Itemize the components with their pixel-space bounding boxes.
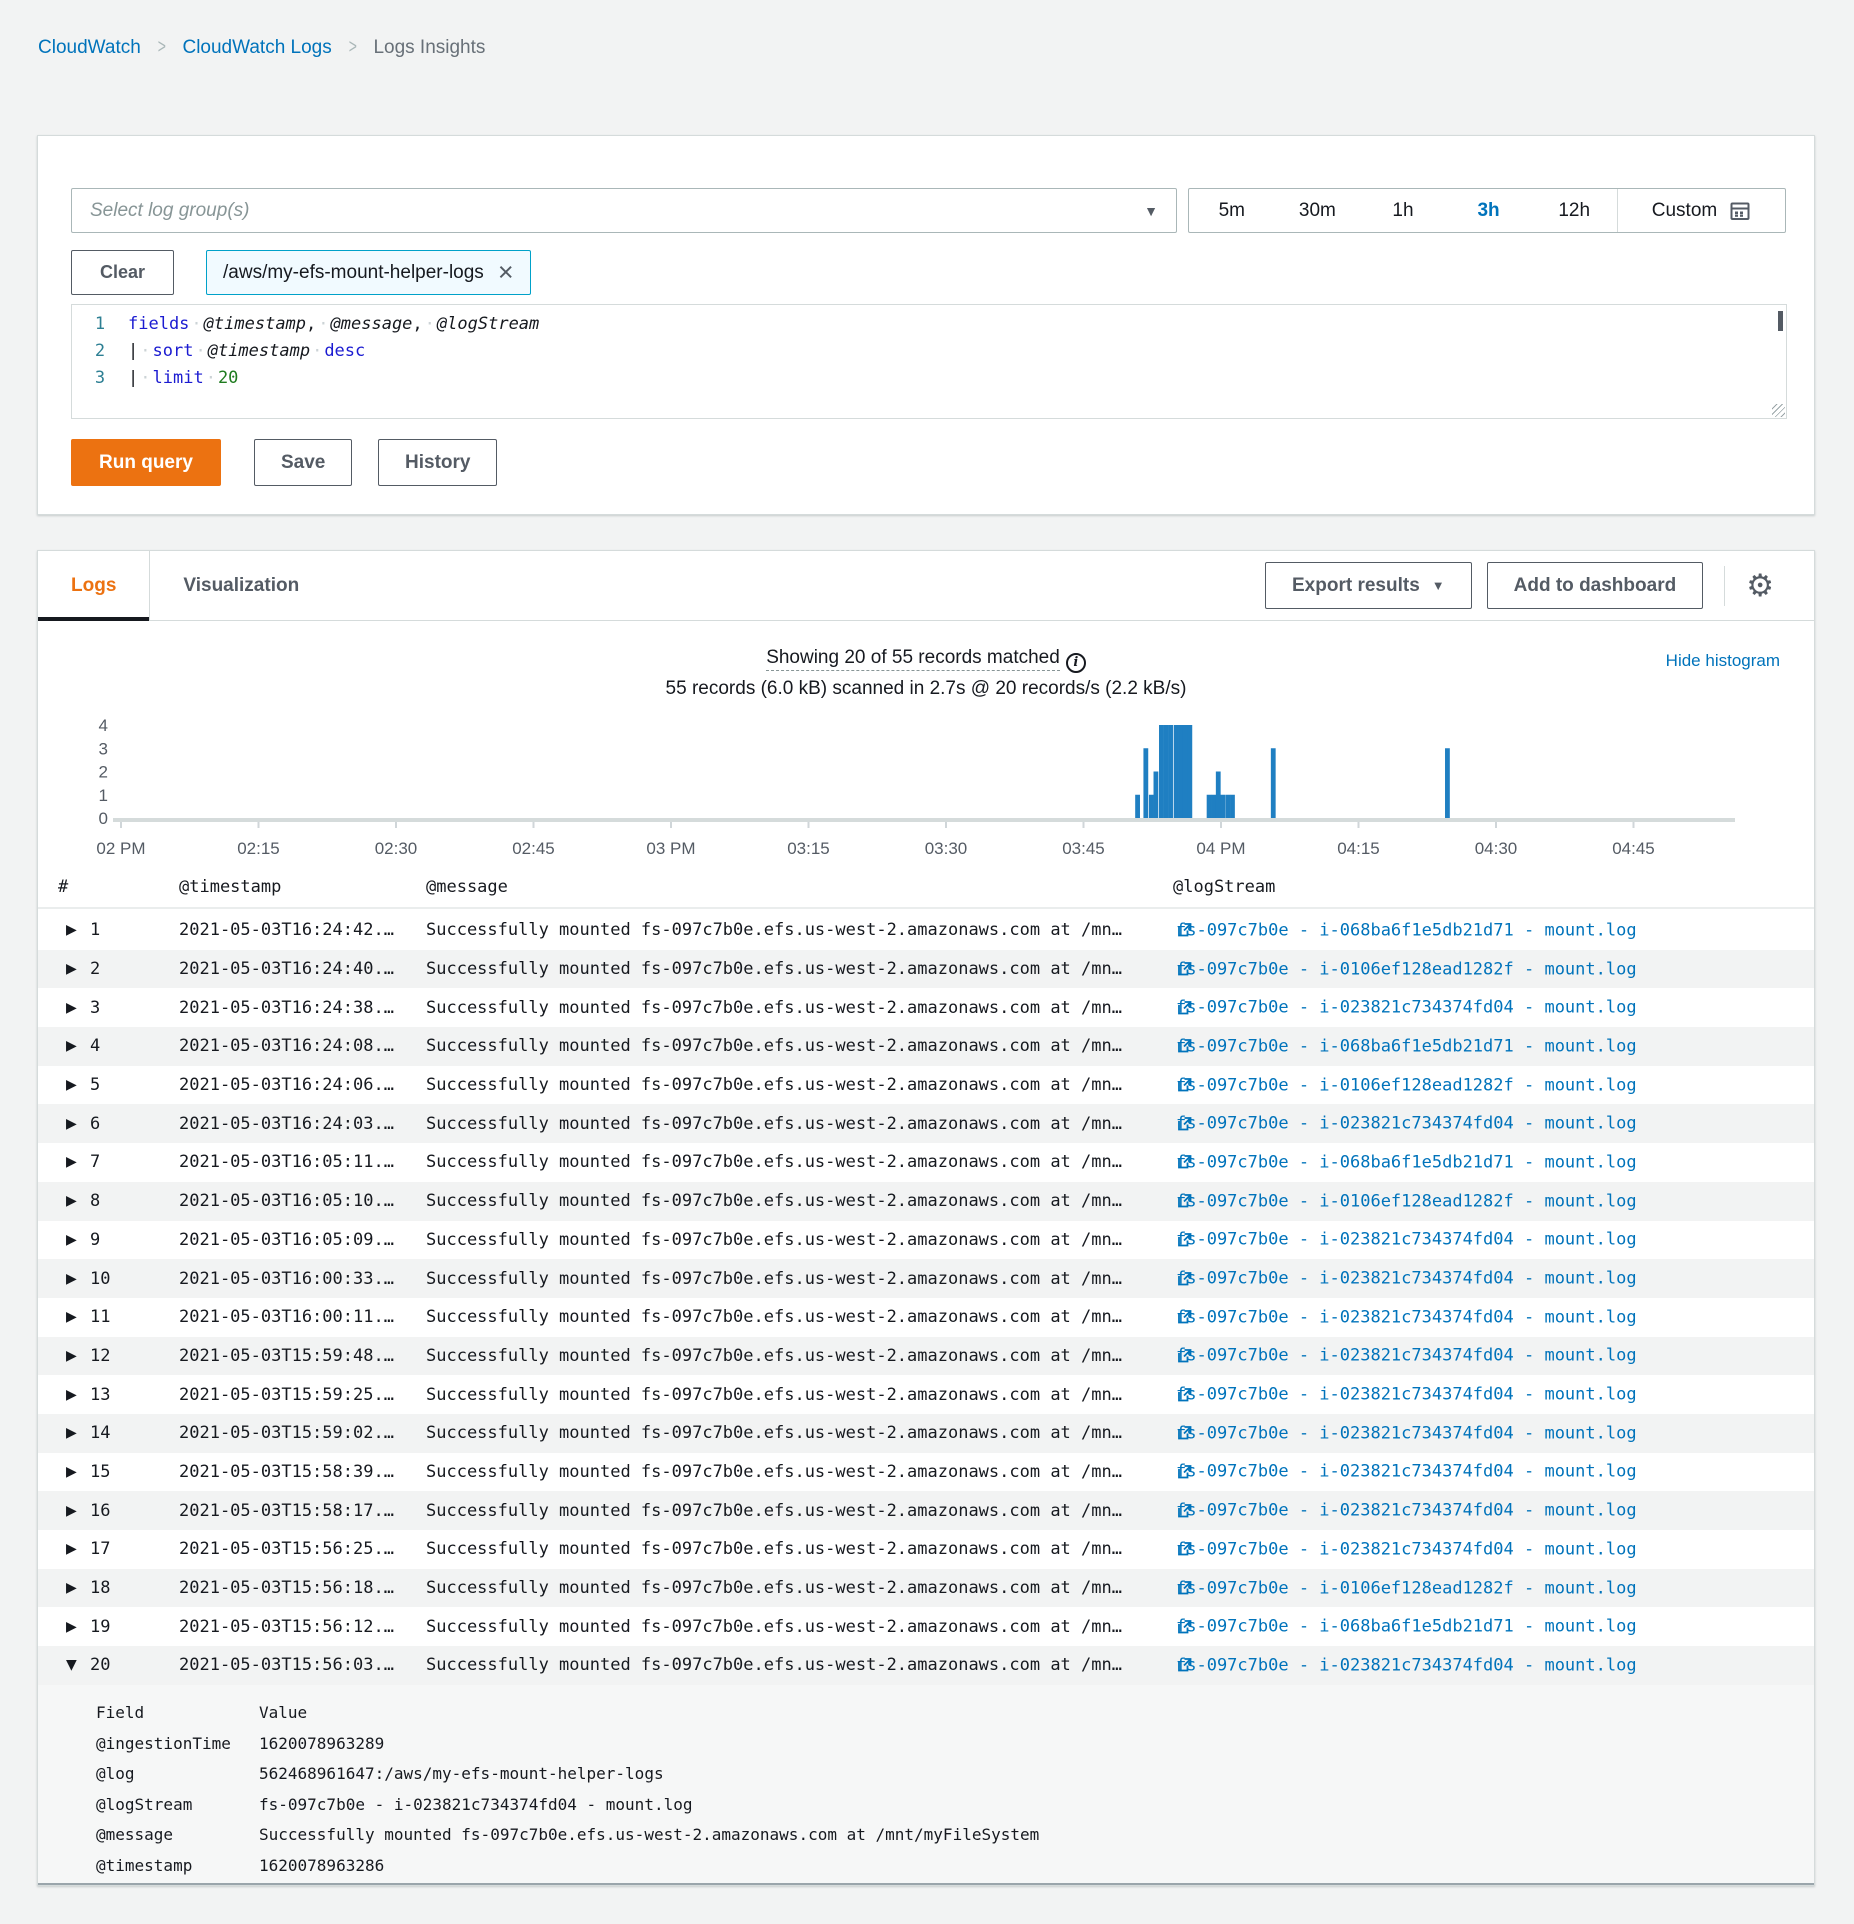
- results-table: [38, 911, 1814, 1685]
- add-to-dashboard-button[interactable]: Add to dashboard: [1487, 562, 1704, 609]
- table-header: [38, 873, 1814, 907]
- detail-field-value: 562468961647:/aws/my-efs-mount-helper-logs: [259, 1764, 664, 1783]
- row-logstream-link[interactable]: [1176, 1191, 1637, 1212]
- x-axis-tick: [1220, 822, 1222, 828]
- row-logstream-link[interactable]: [1176, 959, 1637, 980]
- y-axis-label: 4: [98, 716, 108, 735]
- row-message: Successfully mounted fs-097c7b0e.efs.us-west-2.amazonaws.com at /mn…: [426, 1191, 1122, 1212]
- run-query-button[interactable]: Run query: [71, 439, 221, 486]
- gear-icon[interactable]: ⚙: [1746, 568, 1774, 603]
- editor-code: fields · @timestamp, · @message, · @logStream: [128, 313, 540, 334]
- table-row[interactable]: [38, 1221, 1814, 1260]
- x-axis-label: 04:30: [1474, 839, 1518, 858]
- row-timestamp: 2021-05-03T15:59:25.…: [179, 1384, 394, 1405]
- histogram-bar: [1149, 795, 1154, 818]
- tab-logs[interactable]: Logs: [38, 551, 150, 620]
- expand-arrow-icon[interactable]: ▶: [66, 999, 77, 1016]
- row-timestamp: 2021-05-03T15:59:02.…: [179, 1423, 394, 1444]
- breadcrumb-chevron-icon: >: [157, 36, 166, 58]
- x-axis-tick: [395, 822, 397, 828]
- table-row[interactable]: [38, 911, 1814, 950]
- table-row[interactable]: [38, 1414, 1814, 1453]
- log-group-tag-label: /aws/my-efs-mount-helper-logs: [223, 261, 484, 283]
- x-axis-label: 02 PM: [96, 839, 146, 858]
- table-row[interactable]: [38, 1375, 1814, 1414]
- query-panel: [37, 135, 1815, 515]
- row-timestamp: 2021-05-03T16:24:42.…: [179, 920, 394, 941]
- row-number: 8: [90, 1191, 101, 1212]
- row-message: Successfully mounted fs-097c7b0e.efs.us-west-2.amazonaws.com at /mn…: [426, 1461, 1122, 1482]
- detail-field-row: [38, 1791, 1814, 1822]
- expand-arrow-icon[interactable]: ▶: [66, 1038, 77, 1055]
- detail-field-name: @message: [96, 1825, 174, 1844]
- x-axis-tick: [1358, 822, 1360, 828]
- detail-field-row: [38, 1730, 1814, 1761]
- editor-code: | · limit · 20: [128, 367, 239, 388]
- breadcrumb: [38, 36, 485, 59]
- detail-field-value: Successfully mounted fs-097c7b0e.efs.us-west-2.amazonaws.com at /mnt/myFileSystem: [259, 1825, 1040, 1844]
- expand-arrow-icon[interactable]: ▶: [66, 922, 77, 939]
- chevron-down-icon: ▼: [1431, 578, 1445, 593]
- editor-code: | · sort · @timestamp · desc: [128, 340, 366, 361]
- calendar-icon: [1729, 200, 1751, 222]
- row-message: Successfully mounted fs-097c7b0e.efs.us-west-2.amazonaws.com at /mn…: [426, 1113, 1122, 1134]
- row-number: 14: [90, 1423, 111, 1444]
- row-logstream-link[interactable]: [1176, 1578, 1637, 1599]
- row-number: 10: [90, 1268, 111, 1289]
- breadcrumb-chevron-icon: >: [348, 36, 357, 58]
- x-axis-label: 04:15: [1337, 839, 1380, 858]
- row-message: Successfully mounted fs-097c7b0e.efs.us-west-2.amazonaws.com at /mn…: [426, 959, 1122, 980]
- column-header-logstream[interactable]: @logStream: [1173, 877, 1276, 897]
- results-panel: [37, 550, 1815, 1886]
- expand-arrow-icon[interactable]: ▶: [66, 1270, 77, 1287]
- tab-visualization[interactable]: Visualization: [183, 574, 300, 596]
- x-axis-tick: [670, 822, 672, 828]
- row-logstream-text: fs-097c7b0e - i-0106ef128ead1282f - mount.log: [1176, 1578, 1637, 1599]
- y-axis-label: 1: [98, 785, 108, 805]
- row-message: Successfully mounted fs-097c7b0e.efs.us-west-2.amazonaws.com at /mn…: [426, 1539, 1122, 1560]
- query-editor[interactable]: [71, 304, 1787, 419]
- row-logstream-text: fs-097c7b0e - i-023821c734374fd04 - mount.log: [1176, 1229, 1637, 1250]
- log-group-select[interactable]: [71, 188, 1177, 233]
- table-row[interactable]: [38, 1259, 1814, 1298]
- row-timestamp: 2021-05-03T15:58:39.…: [179, 1461, 394, 1482]
- histogram-bar: [1135, 795, 1140, 818]
- editor-scrollbar-thumb[interactable]: [1778, 311, 1783, 331]
- x-axis-label: 02:45: [512, 839, 555, 858]
- table-row[interactable]: [38, 1646, 1814, 1685]
- row-message: Successfully mounted fs-097c7b0e.efs.us-west-2.amazonaws.com at /mn…: [426, 1152, 1122, 1173]
- hide-histogram-link[interactable]: Hide histogram: [1665, 651, 1780, 670]
- row-logstream-link[interactable]: [1176, 997, 1637, 1018]
- x-axis-label: 04:45: [1612, 839, 1655, 858]
- row-timestamp: 2021-05-03T15:59:48.…: [179, 1345, 394, 1366]
- table-row[interactable]: [38, 1337, 1814, 1376]
- row-logstream-text: fs-097c7b0e - i-0106ef128ead1282f - mount.log: [1176, 1075, 1637, 1096]
- expand-arrow-icon[interactable]: ▶: [66, 1077, 77, 1094]
- row-logstream-link[interactable]: [1176, 1307, 1637, 1328]
- detail-field-value: 1620078963286: [259, 1855, 385, 1875]
- custom-range-label: Custom: [1651, 199, 1718, 221]
- row-message: Successfully mounted fs-097c7b0e.efs.us-west-2.amazonaws.com at /mn…: [426, 1345, 1122, 1366]
- y-axis-label: 3: [98, 739, 108, 759]
- table-row[interactable]: [38, 988, 1814, 1027]
- x-axis-label: 03:30: [924, 839, 968, 858]
- breadcrumb-item: Logs Insights: [373, 36, 486, 58]
- row-logstream-link[interactable]: [1176, 1384, 1637, 1405]
- row-number: 11: [90, 1307, 111, 1328]
- expanded-row-detail: [38, 1685, 1814, 1883]
- expand-arrow-icon[interactable]: ▶: [66, 1231, 77, 1248]
- row-number: 5: [90, 1075, 101, 1096]
- table-row[interactable]: [38, 1569, 1814, 1608]
- detail-field-name: @ingestionTime: [96, 1733, 231, 1753]
- histogram-bar: [1230, 795, 1235, 818]
- save-button[interactable]: Save: [254, 439, 352, 486]
- export-results-label: Export results: [1292, 574, 1420, 596]
- histogram-bar: [1174, 725, 1179, 818]
- expand-arrow-icon[interactable]: ▶: [66, 1425, 77, 1442]
- x-axis-label: 03 PM: [646, 839, 696, 858]
- time-range-bar: [1188, 188, 1786, 233]
- histogram-bar: [1211, 795, 1216, 818]
- row-logstream-link[interactable]: [1176, 1539, 1637, 1560]
- expand-arrow-icon[interactable]: ▶: [66, 1580, 77, 1597]
- detail-field-row: [38, 1760, 1814, 1791]
- row-logstream-text: fs-097c7b0e - i-023821c734374fd04 - mount.log: [1176, 1345, 1637, 1366]
- time-range-3h[interactable]: 3h: [1477, 199, 1500, 221]
- row-timestamp: 2021-05-03T16:05:10.…: [179, 1191, 394, 1212]
- histogram-bar: [1207, 795, 1212, 818]
- time-range-30m[interactable]: 30m: [1298, 199, 1336, 221]
- editor-line: [72, 337, 1786, 364]
- editor-line: [72, 364, 1786, 391]
- histogram-bar: [1225, 795, 1230, 818]
- row-logstream-link[interactable]: [1176, 1075, 1637, 1096]
- row-message: Successfully mounted fs-097c7b0e.efs.us-west-2.amazonaws.com at /mn…: [426, 1500, 1122, 1521]
- histogram-bar: [1143, 748, 1148, 818]
- row-timestamp: 2021-05-03T16:24:03.…: [179, 1113, 394, 1134]
- x-axis-label: 02:15: [237, 839, 280, 858]
- column-header-number[interactable]: #: [58, 877, 69, 897]
- row-logstream-link[interactable]: [1176, 1345, 1637, 1366]
- table-header-divider: [38, 907, 1814, 909]
- row-logstream-text: fs-097c7b0e - i-023821c734374fd04 - mount.log: [1176, 1461, 1637, 1482]
- x-axis-label: 02:30: [374, 839, 418, 858]
- scan-stats-text: 55 records (6.0 kB) scanned in 2.7s @ 20 records/s (2.2 kB/s): [665, 677, 1187, 699]
- detail-field-header: Field: [96, 1703, 145, 1722]
- histogram-bar: [1445, 748, 1450, 818]
- row-timestamp: 2021-05-03T15:58:17.…: [179, 1500, 394, 1521]
- row-message: Successfully mounted fs-097c7b0e.efs.us-west-2.amazonaws.com at /mn…: [426, 1229, 1122, 1250]
- row-message: Successfully mounted fs-097c7b0e.efs.us-west-2.amazonaws.com at /mn…: [426, 1307, 1122, 1328]
- histogram-bar: [1271, 748, 1276, 818]
- breadcrumb-item[interactable]: CloudWatch: [38, 36, 141, 58]
- histogram-bar: [1168, 725, 1173, 818]
- x-axis-tick: [945, 822, 947, 828]
- detail-field-row: [38, 1821, 1814, 1852]
- results-histogram: [38, 701, 1816, 871]
- expand-arrow-icon[interactable]: ▶: [66, 1502, 77, 1519]
- row-number: 13: [90, 1384, 111, 1405]
- records-matched-text: Showing 20 of 55 records matched: [766, 647, 1060, 671]
- row-timestamp: 2021-05-03T16:24:06.…: [179, 1075, 394, 1096]
- table-bottom-border: [38, 1883, 1814, 1885]
- row-timestamp: 2021-05-03T16:00:33.…: [179, 1268, 394, 1289]
- row-message: Successfully mounted fs-097c7b0e.efs.us-west-2.amazonaws.com at /mn…: [426, 997, 1122, 1018]
- expand-arrow-icon[interactable]: ▶: [66, 1193, 77, 1210]
- histogram-bar: [1164, 725, 1169, 818]
- detail-field-name: @logStream: [96, 1794, 193, 1814]
- close-icon[interactable]: ×: [497, 257, 514, 287]
- x-axis-tick: [1633, 822, 1635, 828]
- editor-resize-handle[interactable]: [1772, 404, 1785, 417]
- histogram-bar: [1220, 795, 1225, 818]
- expand-arrow-icon[interactable]: ▶: [66, 1463, 77, 1480]
- row-timestamp: 2021-05-03T15:56:25.…: [179, 1539, 394, 1560]
- row-timestamp: 2021-05-03T16:24:40.…: [179, 959, 394, 980]
- detail-field-row: [38, 1852, 1814, 1883]
- row-logstream-text: fs-097c7b0e - i-023821c734374fd04 - mount.log: [1176, 1384, 1637, 1405]
- row-logstream-link[interactable]: [1176, 1655, 1637, 1676]
- row-timestamp: 2021-05-03T16:00:11.…: [179, 1307, 394, 1328]
- column-header-message[interactable]: @message: [426, 877, 508, 897]
- x-axis-tick: [533, 822, 535, 828]
- time-range-5m[interactable]: 5m: [1218, 199, 1245, 221]
- x-axis-label: 04 PM: [1196, 839, 1246, 858]
- row-timestamp: 2021-05-03T16:05:09.…: [179, 1229, 394, 1250]
- row-logstream-link[interactable]: [1176, 1500, 1637, 1521]
- x-axis-tick: [808, 822, 810, 828]
- row-message: Successfully mounted fs-097c7b0e.efs.us-west-2.amazonaws.com at /mn…: [426, 1075, 1122, 1096]
- y-axis-label: 0: [98, 809, 108, 828]
- x-axis-label: 03:15: [787, 839, 830, 858]
- histogram-bar: [1187, 725, 1192, 818]
- row-number: 18: [90, 1578, 111, 1599]
- row-message: Successfully mounted fs-097c7b0e.efs.us-west-2.amazonaws.com at /mn…: [426, 1036, 1122, 1057]
- detail-field-name: @log: [96, 1764, 135, 1783]
- editor-line: [72, 310, 1786, 337]
- info-icon[interactable]: i: [1066, 653, 1086, 673]
- table-row[interactable]: [38, 1066, 1814, 1105]
- row-timestamp: 2021-05-03T16:24:38.…: [179, 997, 394, 1018]
- export-results-button[interactable]: [1265, 562, 1472, 609]
- editor-line-number: 1: [94, 313, 106, 334]
- query-stats: [38, 647, 1814, 700]
- row-logstream-text: fs-097c7b0e - i-068ba6f1e5db21d71 - mount.log: [1176, 1036, 1637, 1057]
- row-logstream-text: fs-097c7b0e - i-023821c734374fd04 - mount.log: [1176, 997, 1637, 1018]
- x-axis-tick: [120, 822, 122, 828]
- row-logstream-link[interactable]: [1176, 1268, 1637, 1289]
- detail-value-header: Value: [259, 1703, 308, 1722]
- expand-arrow-icon[interactable]: ▼: [66, 1657, 77, 1674]
- row-logstream-link[interactable]: [1176, 920, 1637, 941]
- table-row[interactable]: [38, 1607, 1814, 1646]
- row-logstream-text: fs-097c7b0e - i-0106ef128ead1282f - mount.log: [1176, 959, 1637, 980]
- y-axis-label: 2: [98, 762, 108, 782]
- breadcrumb-item[interactable]: CloudWatch Logs: [182, 36, 332, 58]
- expand-arrow-icon[interactable]: ▶: [66, 961, 77, 978]
- time-range-buttons: [1189, 189, 1617, 232]
- detail-header-row: [38, 1699, 1814, 1730]
- log-group-tag: [206, 250, 531, 295]
- x-axis-tick: [1083, 822, 1085, 828]
- expand-arrow-icon[interactable]: ▶: [66, 1541, 77, 1558]
- row-number: 17: [90, 1539, 111, 1560]
- row-logstream-link[interactable]: [1176, 1461, 1637, 1482]
- row-number: 7: [90, 1152, 101, 1173]
- detail-field-name: @timestamp: [96, 1855, 193, 1875]
- row-logstream-text: fs-097c7b0e - i-023821c734374fd04 - mount.log: [1176, 1113, 1637, 1134]
- toolbar-divider: [1724, 566, 1725, 606]
- column-header-timestamp[interactable]: @timestamp: [179, 877, 282, 897]
- row-message: Successfully mounted fs-097c7b0e.efs.us-west-2.amazonaws.com at /mn…: [426, 1616, 1122, 1637]
- clear-button[interactable]: Clear: [71, 250, 174, 295]
- row-number: 12: [90, 1345, 111, 1366]
- row-logstream-link[interactable]: [1176, 1423, 1637, 1444]
- table-row[interactable]: [38, 1182, 1814, 1221]
- row-number: 6: [90, 1113, 101, 1134]
- row-logstream-link[interactable]: [1176, 1616, 1637, 1637]
- histogram-bar: [1154, 772, 1159, 819]
- row-logstream-link[interactable]: [1176, 1152, 1637, 1173]
- row-number: 3: [90, 997, 101, 1018]
- row-logstream-text: fs-097c7b0e - i-023821c734374fd04 - mount.log: [1176, 1423, 1637, 1444]
- histogram-bar: [1216, 772, 1221, 819]
- row-message: Successfully mounted fs-097c7b0e.efs.us-west-2.amazonaws.com at /mn…: [426, 920, 1122, 941]
- table-row[interactable]: [38, 1027, 1814, 1066]
- editor-line-number: 3: [94, 367, 106, 388]
- x-axis-tick: [1495, 822, 1497, 828]
- row-timestamp: 2021-05-03T16:24:08.…: [179, 1036, 394, 1057]
- expand-arrow-icon[interactable]: ▶: [66, 1386, 77, 1403]
- row-logstream-link[interactable]: [1176, 1229, 1637, 1250]
- table-row[interactable]: [38, 1491, 1814, 1530]
- row-timestamp: 2021-05-03T16:05:11.…: [179, 1152, 394, 1173]
- log-group-placeholder: Select log group(s): [90, 199, 250, 221]
- row-timestamp: 2021-05-03T15:56:12.…: [179, 1616, 394, 1637]
- table-row[interactable]: [38, 1453, 1814, 1492]
- row-number: 20: [90, 1655, 111, 1676]
- table-row[interactable]: [38, 1104, 1814, 1143]
- row-number: 1: [90, 920, 101, 941]
- row-number: 9: [90, 1229, 101, 1250]
- row-timestamp: 2021-05-03T15:56:18.…: [179, 1578, 394, 1599]
- results-toolbar: [1265, 562, 1774, 609]
- x-axis-tick: [258, 822, 260, 828]
- row-logstream-text: fs-097c7b0e - i-023821c734374fd04 - mount.log: [1176, 1500, 1637, 1521]
- row-logstream-text: fs-097c7b0e - i-0106ef128ead1282f - mount.log: [1176, 1191, 1637, 1212]
- detail-field-value: fs-097c7b0e - i-023821c734374fd04 - mount.log: [259, 1794, 693, 1814]
- custom-range-button[interactable]: [1617, 189, 1785, 232]
- chevron-down-icon: ▼: [1144, 202, 1158, 219]
- expand-arrow-icon[interactable]: ▶: [66, 1154, 77, 1171]
- x-axis-label: 03:45: [1062, 839, 1105, 858]
- row-timestamp: 2021-05-03T15:56:03.…: [179, 1655, 394, 1676]
- time-range-12h[interactable]: 12h: [1558, 199, 1591, 221]
- expand-arrow-icon[interactable]: ▶: [66, 1115, 77, 1132]
- time-range-1h[interactable]: 1h: [1392, 199, 1414, 221]
- row-message: Successfully mounted fs-097c7b0e.efs.us-west-2.amazonaws.com at /mn…: [426, 1423, 1122, 1444]
- row-number: 15: [90, 1461, 111, 1482]
- row-logstream-text: fs-097c7b0e - i-068ba6f1e5db21d71 - mount.log: [1176, 1616, 1637, 1637]
- row-number: 19: [90, 1616, 111, 1637]
- row-number: 2: [90, 959, 101, 980]
- table-row[interactable]: [38, 950, 1814, 989]
- x-axis-line: [113, 818, 1735, 822]
- row-logstream-text: fs-097c7b0e - i-068ba6f1e5db21d71 - mount.log: [1176, 1152, 1637, 1173]
- row-number: 16: [90, 1500, 111, 1521]
- table-row[interactable]: [38, 1143, 1814, 1182]
- row-logstream-text: fs-097c7b0e - i-023821c734374fd04 - mount.log: [1176, 1268, 1637, 1289]
- table-row[interactable]: [38, 1530, 1814, 1569]
- row-logstream-text: fs-097c7b0e - i-068ba6f1e5db21d71 - mount.log: [1176, 920, 1637, 941]
- editor-line-number: 2: [94, 340, 106, 361]
- table-row[interactable]: [38, 1298, 1814, 1337]
- row-message: Successfully mounted fs-097c7b0e.efs.us-west-2.amazonaws.com at /mn…: [426, 1655, 1122, 1676]
- histogram-bar: [1183, 725, 1188, 818]
- row-logstream-link[interactable]: [1176, 1113, 1637, 1134]
- row-logstream-text: fs-097c7b0e - i-023821c734374fd04 - mount.log: [1176, 1539, 1637, 1560]
- histogram-bar: [1159, 725, 1164, 818]
- expand-arrow-icon[interactable]: ▶: [66, 1309, 77, 1326]
- row-logstream-link[interactable]: [1176, 1036, 1637, 1057]
- history-button[interactable]: History: [378, 439, 497, 486]
- row-logstream-text: fs-097c7b0e - i-023821c734374fd04 - mount.log: [1176, 1655, 1637, 1676]
- histogram-bar: [1178, 725, 1183, 818]
- expand-arrow-icon[interactable]: ▶: [66, 1618, 77, 1635]
- row-message: Successfully mounted fs-097c7b0e.efs.us-west-2.amazonaws.com at /mn…: [426, 1384, 1122, 1405]
- row-message: Successfully mounted fs-097c7b0e.efs.us-west-2.amazonaws.com at /mn…: [426, 1578, 1122, 1599]
- detail-field-value: 1620078963289: [259, 1733, 385, 1753]
- row-message: Successfully mounted fs-097c7b0e.efs.us-west-2.amazonaws.com at /mn…: [426, 1268, 1122, 1289]
- expand-arrow-icon[interactable]: ▶: [66, 1347, 77, 1364]
- row-number: 4: [90, 1036, 101, 1057]
- row-logstream-text: fs-097c7b0e - i-023821c734374fd04 - mount.log: [1176, 1307, 1637, 1328]
